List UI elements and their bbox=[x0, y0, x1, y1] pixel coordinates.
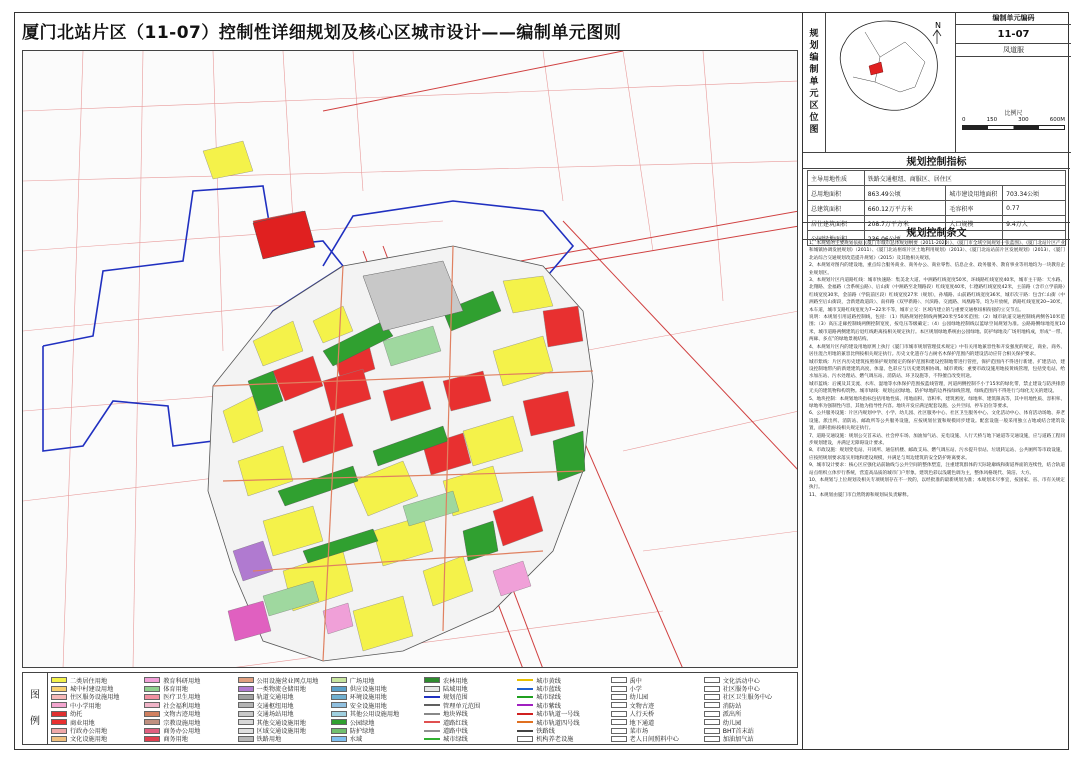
indicator-key: 城市建设用地面积 bbox=[946, 186, 1003, 201]
legend-swatch bbox=[424, 686, 440, 692]
legend-item bbox=[424, 701, 513, 709]
clauses-title: 规划控制条文 bbox=[803, 222, 1070, 240]
clause-paragraph: 8、市政设施：规划变电站、开闭所、通信机楼、邮政支局、燃气调压站、污水提升泵站、垃圾转运站、公共厕所等市政设施，应按照规划要求落实用地和建设规模，并满足与周边建筑的安全防护距离要求。 bbox=[809, 448, 1065, 461]
indicator-key: 公园绿地面积 bbox=[808, 231, 865, 246]
legend-label: 城市绿线 bbox=[443, 736, 468, 744]
legend-swatch bbox=[704, 702, 720, 708]
legend-swatch bbox=[517, 688, 533, 690]
legend-swatch bbox=[331, 677, 347, 683]
legend-item bbox=[517, 693, 606, 701]
legend-item bbox=[331, 726, 420, 734]
legend-swatch bbox=[144, 677, 160, 683]
indicator-value: 0.77 bbox=[1003, 201, 1066, 216]
legend-item bbox=[238, 701, 327, 709]
legend-item bbox=[238, 726, 327, 734]
legend-item bbox=[331, 718, 420, 726]
legend-swatch bbox=[144, 719, 160, 725]
legend-swatch bbox=[424, 721, 440, 723]
legend-item bbox=[144, 693, 233, 701]
legend-swatch bbox=[144, 686, 160, 692]
legend-label: 铁路用地 bbox=[256, 736, 282, 744]
indicator-value: 9.4万人 bbox=[1003, 216, 1066, 231]
land-use-map[interactable] bbox=[22, 50, 798, 668]
legend-swatch bbox=[517, 736, 533, 742]
legend-item bbox=[238, 676, 327, 684]
legend-label: 城市黄线 bbox=[536, 677, 561, 685]
legend-swatch bbox=[144, 702, 160, 708]
legend-label: 幼托 bbox=[70, 711, 83, 718]
scale-ticks bbox=[956, 117, 1071, 123]
legend-label: 商务用地 bbox=[163, 736, 188, 744]
unit-code-value: 11-07 bbox=[956, 25, 1071, 44]
indicators-title: 规划控制指标 bbox=[803, 152, 1070, 169]
legend-item bbox=[51, 718, 140, 726]
clause-paragraph: 3、本规划片区内道路红线：城市快速路：集美北大道、中洲路红线宽度50米，环线路红线宽度40米，城市主干路：天水路、北翔路、金福路（含系统公路）、后山街（中洲路至北翔路段）红线宽度40米，仁德路红线宽度42米，主前路（含市立学前路）红线宽度30米，金前路（学院前区段）红线宽度27米（规划），孙埔路、山前路红线宽度36米，城市次干路：包含仁山街（中洲路至后山街段，含新建政道段）、南祥路（双甲新路）、兴滨路、交流路、凤凰路等，均为开放统，新路红线宽度20~30米，本车道，城市支路红线宽度为7~22米不等，城市立交：区域内建立的与重要交通枢纽相衔接的立交节点。 bbox=[809, 278, 1065, 313]
legend-label: 加油加气站 bbox=[722, 736, 754, 744]
indicator-value: 铁路交通枢纽、商服区、居住区 bbox=[864, 171, 1065, 186]
legend-swatch bbox=[517, 721, 533, 723]
legend-item bbox=[331, 701, 420, 709]
legend-grid bbox=[51, 676, 793, 744]
legend-label: 农林用地 bbox=[443, 677, 468, 685]
legend-item bbox=[331, 676, 420, 684]
legend-label: 社区服务中心 bbox=[722, 686, 760, 693]
legend-item bbox=[51, 735, 140, 743]
legend-label: 文物古迹用地 bbox=[163, 711, 201, 718]
legend-swatch bbox=[144, 728, 160, 734]
legend-item bbox=[144, 718, 233, 726]
legend-label: 其他交通设施用地 bbox=[256, 719, 306, 727]
unit-code-header: 编制单元编码 bbox=[956, 12, 1071, 25]
legend-swatch bbox=[424, 738, 440, 740]
legend-item bbox=[51, 676, 140, 684]
legend-swatch bbox=[517, 679, 533, 681]
legend-item bbox=[51, 726, 140, 734]
legend-item bbox=[611, 676, 700, 684]
north-arrow-label: N bbox=[935, 21, 941, 30]
unit-code-sub: 凤道服 bbox=[956, 44, 1071, 57]
legend-item bbox=[424, 710, 513, 718]
legend-swatch bbox=[238, 711, 254, 717]
clause-paragraph: 5、地块控制：本规划地块指标包括用地性质、用地面积、容积率、建筑密度、绿地率、建筑限高等，其中用地性质、容积率、绿地率为强制性内容，其他为指导性内容。地块开发应满足配套设施、公共空间、停车泊位等要求。 bbox=[809, 396, 1065, 409]
scale-bar bbox=[962, 125, 1065, 130]
legend-item bbox=[704, 718, 793, 726]
legend-label: 安全设施用地 bbox=[349, 702, 387, 710]
indicator-row bbox=[808, 186, 1066, 201]
legend-item bbox=[704, 693, 793, 701]
indicator-key: 总建筑面积 bbox=[808, 201, 865, 216]
legend-label: 商业用地 bbox=[70, 719, 95, 727]
legend-swatch bbox=[704, 736, 720, 742]
legend-item bbox=[517, 726, 606, 734]
legend-tag-char: 例 bbox=[30, 715, 40, 727]
clause-paragraph: 城市紫线：片区内历史建筑按照保护规划划定的保护范围和建设控制地带进行管控，保护范围内不得进行新建、扩建活动，建设控制地带内的新建建筑高度、体量、色彩应与历史建筑相协调。城市黄线：重要市政设施用地按黄线管理，包括变电站、给水加压站、污水处理站、燃气调压站、消防站、环卫设施等，不得擅自改变用途。 bbox=[809, 359, 1065, 380]
legend-swatch bbox=[238, 677, 254, 683]
legend-item bbox=[424, 684, 513, 692]
legend-item bbox=[704, 701, 793, 709]
legend-item bbox=[424, 693, 513, 701]
legend-label: 禹中 bbox=[629, 677, 642, 685]
legend-item bbox=[331, 693, 420, 701]
legend-label: 一类物流仓储用地 bbox=[256, 686, 306, 693]
legend-swatch bbox=[611, 677, 627, 683]
legend-label: 管理单元范围 bbox=[443, 702, 481, 710]
legend-label: 幼儿园 bbox=[629, 694, 649, 702]
legend-label: 商务办公用地 bbox=[163, 728, 201, 735]
legend-swatch bbox=[51, 686, 67, 692]
legend-swatch bbox=[144, 736, 160, 742]
legend-item bbox=[611, 684, 700, 692]
clause-paragraph: 7、道路交通设施：规划公交首末站、社会停车场、加油加气站、充电设施、人行天桥与地下通道等交通设施，应与道路工程同步规划建设，并满足无障碍设计要求。 bbox=[809, 433, 1065, 446]
legend-swatch bbox=[517, 730, 533, 732]
legend-label: 规划范围 bbox=[443, 694, 468, 702]
indicator-key: 人口规模 bbox=[946, 216, 1003, 231]
clause-paragraph: 6、公共服务设施：片区内规划中学、小学、幼儿园、社区服务中心、社区卫生服务中心、文化活动中心、体育活动场地、养老设施、派出所、消防站、邮政所等公共服务设施，应按规划位置和规模同步建设。配套设施一般采用独立占地或结合建筑设置，面积指标按相关规定执行。 bbox=[809, 411, 1065, 432]
legend-label: 宗教设施用地 bbox=[163, 719, 201, 727]
drawing-title: 厦门北站片区（11-07）控制性详细规划及核心区城市设计——编制单元图则 bbox=[22, 23, 622, 43]
legend-swatch bbox=[238, 694, 254, 700]
legend-tag-char: 图 bbox=[30, 689, 40, 701]
legend-item bbox=[144, 701, 233, 709]
legend-swatch bbox=[331, 694, 347, 700]
scale-tick: 0 bbox=[962, 117, 966, 123]
legend-item bbox=[424, 735, 513, 743]
legend-swatch bbox=[331, 728, 347, 734]
legend-swatch bbox=[238, 719, 254, 725]
legend-item bbox=[238, 684, 327, 692]
legend-swatch bbox=[424, 730, 440, 732]
legend-swatch bbox=[704, 719, 720, 725]
location-map-canvas bbox=[825, 12, 955, 152]
location-map-label-char: 规 bbox=[809, 29, 819, 39]
legend-item bbox=[144, 710, 233, 718]
legend-label: 水域 bbox=[349, 736, 363, 744]
legend-item bbox=[704, 710, 793, 718]
legend-item bbox=[704, 676, 793, 684]
legend-label: 文化活动中心 bbox=[722, 677, 760, 685]
scale-label: 比例尺 bbox=[1004, 110, 1023, 117]
legend-swatch bbox=[238, 686, 254, 692]
legend-swatch bbox=[704, 711, 720, 717]
legend-item bbox=[51, 684, 140, 692]
legend-item bbox=[517, 684, 606, 692]
clauses-text bbox=[809, 240, 1065, 745]
location-map-label-char: 制 bbox=[809, 65, 819, 75]
legend-label: 广场用地 bbox=[349, 677, 375, 685]
legend-label: 交通场站用地 bbox=[256, 711, 294, 718]
clause-paragraph: 4、本规划片区内的建设用地原则上执行《厦门市城市规划管理技术规定》中有关用地兼容性和开发强度的规定，商业、商务、居住混合用地的兼容比例按相关规定执行。历史文化遗存与古树名木保护范围内的建设活动应符合相关保护要求。 bbox=[809, 344, 1065, 358]
legend-swatch bbox=[704, 686, 720, 692]
legend-label: 城市紫线 bbox=[536, 702, 561, 710]
legend-swatch bbox=[424, 677, 440, 683]
indicator-key: 居住建筑面积 bbox=[808, 216, 865, 231]
legend-label: 城市轨道一号线 bbox=[536, 711, 580, 718]
legend-label: 小学 bbox=[629, 686, 642, 693]
legend-item bbox=[611, 710, 700, 718]
legend-item bbox=[331, 684, 420, 692]
legend-label: 社会福利用地 bbox=[163, 702, 201, 710]
location-map-label-char: 单 bbox=[809, 77, 819, 87]
legend-item bbox=[51, 701, 140, 709]
legend-swatch bbox=[424, 704, 440, 706]
legend-swatch bbox=[51, 694, 67, 700]
legend-label: 人行天桥 bbox=[629, 711, 655, 718]
legend-label: 教育科研用地 bbox=[163, 677, 201, 685]
legend-swatch bbox=[144, 711, 160, 717]
legend-label: 防护绿地 bbox=[349, 728, 375, 735]
location-map-label-char: 元 bbox=[809, 89, 819, 99]
legend-label: 铁路线 bbox=[536, 728, 555, 735]
location-map-label-char: 位 bbox=[809, 113, 819, 123]
legend-label: 公园绿地 bbox=[349, 719, 375, 727]
legend-swatch bbox=[517, 713, 533, 715]
legend-label: 区域交通设施用地 bbox=[256, 728, 306, 735]
legend-label: 派出所 bbox=[722, 711, 742, 718]
legend-swatch bbox=[424, 713, 440, 715]
legend-label: 文物古迹 bbox=[629, 702, 655, 710]
legend-label: 文化设施用地 bbox=[70, 736, 108, 744]
legend-label: 住区服务设施用地 bbox=[70, 694, 120, 702]
legend-swatch bbox=[611, 694, 627, 700]
indicator-row bbox=[808, 171, 1066, 186]
legend-item bbox=[238, 693, 327, 701]
indicator-key: 总用地面积 bbox=[808, 186, 865, 201]
legend-swatch bbox=[611, 728, 627, 734]
legend-item bbox=[704, 735, 793, 743]
legend-label: BHT首末站 bbox=[722, 728, 754, 735]
legend-swatch bbox=[424, 696, 440, 698]
legend-item bbox=[424, 718, 513, 726]
legend-item bbox=[517, 718, 606, 726]
legend-item bbox=[238, 710, 327, 718]
legend-item bbox=[424, 726, 513, 734]
unit-code-box bbox=[955, 12, 1071, 153]
legend-item bbox=[517, 710, 606, 718]
legend-swatch bbox=[704, 694, 720, 700]
legend-label: 交通枢纽用地 bbox=[256, 702, 294, 710]
legend-swatch bbox=[704, 728, 720, 734]
legend-label: 轨道交通用地 bbox=[256, 694, 294, 702]
legend-swatch bbox=[51, 719, 67, 725]
legend-swatch bbox=[331, 736, 347, 742]
legend-swatch bbox=[517, 696, 533, 698]
legend-tag bbox=[23, 673, 48, 744]
legend-swatch bbox=[51, 677, 67, 683]
scale-tick: 300 bbox=[1018, 117, 1029, 123]
legend-swatch bbox=[238, 736, 254, 742]
legend-swatch bbox=[331, 686, 347, 692]
legend-label: 道路中线 bbox=[443, 728, 468, 735]
legend-swatch bbox=[238, 728, 254, 734]
legend-label: 城市轨道四号线 bbox=[536, 719, 580, 727]
legend-item bbox=[517, 676, 606, 684]
legend-item bbox=[144, 676, 233, 684]
legend-item bbox=[704, 684, 793, 692]
legend-swatch bbox=[331, 719, 347, 725]
legend-item bbox=[611, 735, 700, 743]
north-arrow-icon bbox=[933, 30, 941, 44]
location-map-label-char: 编 bbox=[809, 53, 819, 63]
legend-swatch bbox=[331, 711, 347, 717]
legend-label: 城中村建设用地 bbox=[70, 686, 114, 693]
location-map-label-char: 区 bbox=[809, 101, 819, 111]
indicator-value: 208.7万平方米 bbox=[864, 216, 946, 231]
legend-label: 城市绿线 bbox=[536, 694, 561, 702]
legend-item bbox=[611, 726, 700, 734]
legend-label: 体育用地 bbox=[163, 686, 188, 693]
legend bbox=[22, 672, 798, 745]
legend-label: 菜市场 bbox=[629, 728, 649, 735]
legend-swatch bbox=[51, 736, 67, 742]
legend-label: 消防站 bbox=[722, 702, 742, 710]
legend-label: 医疗卫生用地 bbox=[163, 694, 201, 702]
legend-label: 城市蓝线 bbox=[536, 686, 561, 693]
legend-swatch bbox=[704, 677, 720, 683]
legend-item bbox=[611, 693, 700, 701]
scale-tick: 600M bbox=[1049, 117, 1065, 123]
legend-label: 地下通道 bbox=[629, 719, 655, 727]
legend-swatch bbox=[611, 686, 627, 692]
legend-swatch bbox=[517, 704, 533, 706]
legend-label: 机构养老设施 bbox=[536, 736, 574, 744]
legend-swatch bbox=[144, 694, 160, 700]
scale-tick: 150 bbox=[986, 117, 998, 123]
legend-item bbox=[331, 710, 420, 718]
legend-label: 幼儿园 bbox=[722, 719, 742, 727]
legend-label: 供应设施用地 bbox=[349, 686, 387, 693]
legend-item bbox=[51, 693, 140, 701]
indicator-key: 毛容积率 bbox=[946, 201, 1003, 216]
clause-paragraph: 2、本规划对图内的建设地，重点综合服务商业、商务办公、商业零售、信息企业、政务服务、教育事业等用地均为一块教育企业规划区。 bbox=[809, 263, 1065, 276]
legend-item bbox=[331, 735, 420, 743]
legend-item bbox=[51, 710, 140, 718]
indicator-key: 主导用地性质 bbox=[808, 171, 865, 186]
legend-label: 二类居住用地 bbox=[70, 677, 108, 685]
legend-label: 其他公用设施用地 bbox=[349, 711, 400, 718]
indicator-row bbox=[808, 201, 1066, 216]
legend-label: 社区卫生服务中心 bbox=[722, 694, 773, 702]
indicator-value: 703.34公顷 bbox=[1003, 186, 1066, 201]
legend-label: 中小学用地 bbox=[70, 702, 101, 710]
legend-item bbox=[704, 726, 793, 734]
legend-swatch bbox=[611, 711, 627, 717]
map-canvas bbox=[23, 51, 798, 668]
legend-swatch bbox=[611, 736, 627, 742]
legend-item bbox=[144, 684, 233, 692]
legend-label: 行政办公用地 bbox=[70, 728, 108, 735]
indicator-value: 660.12万平方米 bbox=[864, 201, 946, 216]
legend-item bbox=[144, 726, 233, 734]
legend-swatch bbox=[51, 711, 67, 717]
indicator-value: 236.06公顷 bbox=[864, 231, 946, 246]
legend-item bbox=[238, 718, 327, 726]
legend-label: 环境设施用地 bbox=[349, 694, 387, 702]
legend-swatch bbox=[238, 702, 254, 708]
legend-label: 公用设施营业网点用地 bbox=[256, 677, 319, 685]
side-panel bbox=[802, 12, 1070, 750]
legend-label: 老人日间照料中心 bbox=[629, 736, 679, 744]
clause-paragraph: 9、城市设计要求：核心区应强化站前轴线与公共空间的整体塑造，注重建筑群体的天际轮廓线和街道界面的连续性，结合轨道站点组织立体步行系统，营造高品质的城市门户形象。建筑色彩以浅暖色调为主，整体风格现代、简洁、大方。 bbox=[809, 463, 1065, 476]
legend-label: 地块界线 bbox=[443, 711, 468, 718]
legend-item bbox=[611, 701, 700, 709]
legend-swatch bbox=[611, 719, 627, 725]
legend-item bbox=[144, 735, 233, 743]
location-map-label bbox=[803, 12, 826, 153]
legend-swatch bbox=[611, 702, 627, 708]
legend-item bbox=[517, 701, 606, 709]
location-map-label-char: 图 bbox=[809, 125, 819, 135]
legend-swatch bbox=[331, 702, 347, 708]
clause-paragraph: 说明：本规划引用道路控制线，包括：（1）铁路规划控制线两侧20米至50米范围；（2）城市轨道交通控制线两侧各10米范围；（3）高压走廊控制线两侧控制宽度，按电压等级确定；（4）公园绿地控制线以蓝绿空间规划为准。公路路侧绿地宽度10米，城市道路两侧建筑后退红线距离按相关规定执行。本区规划绿地系统由公园绿地、防护绿地及广场用地构成，形成“一带、两廊、多点”的绿地景观结构。 bbox=[809, 315, 1065, 343]
legend-item bbox=[517, 735, 606, 743]
indicator-value: 863.49公顷 bbox=[864, 186, 946, 201]
legend-item bbox=[238, 735, 327, 743]
clause-paragraph: 10、本规划与上位规划及相关专项规划存在不一致的，以经批准的最新规划为准；本规划未尽事宜，按国家、省、市有关规定执行。 bbox=[809, 478, 1065, 491]
legend-item bbox=[424, 676, 513, 684]
location-map-label-char: 划 bbox=[809, 41, 819, 51]
legend-swatch bbox=[51, 728, 67, 734]
legend-swatch bbox=[51, 702, 67, 708]
location-map bbox=[825, 12, 955, 153]
legend-label: 陆域用地 bbox=[443, 686, 468, 693]
legend-label: 道路红线 bbox=[443, 719, 468, 727]
clause-paragraph: 1、本规划的主要规划依据《厦门市城市总体规划纲要（2011-2020）》、《厦门市全域空间规划一张蓝图》、《厦门北站片区产业和城镇协调发展规划》（2011）、《厦门北站枢纽片区土地利用规划》（2013）、《厦门北站站前片区发展规划》（2013）、《厦门北站综合交通规划改造提升规划》（2015）及其他相关规划。 bbox=[809, 241, 1065, 261]
legend-item bbox=[611, 718, 700, 726]
clause-paragraph: 城市蓝线：后溪及其支流、水库、湿地等水体保护范围按蓝线管理，河道两侧控制不小于15米的绿化带，禁止建设与防洪排涝无关的建筑物和构筑物。城市绿线：规划公园绿地、防护绿地的边界按绿线管理，绿线范围内不得进行与绿化无关的建设。 bbox=[809, 381, 1065, 395]
clause-paragraph: 11、本规划由厦门市自然资源和规划局负责解释。 bbox=[809, 492, 912, 498]
